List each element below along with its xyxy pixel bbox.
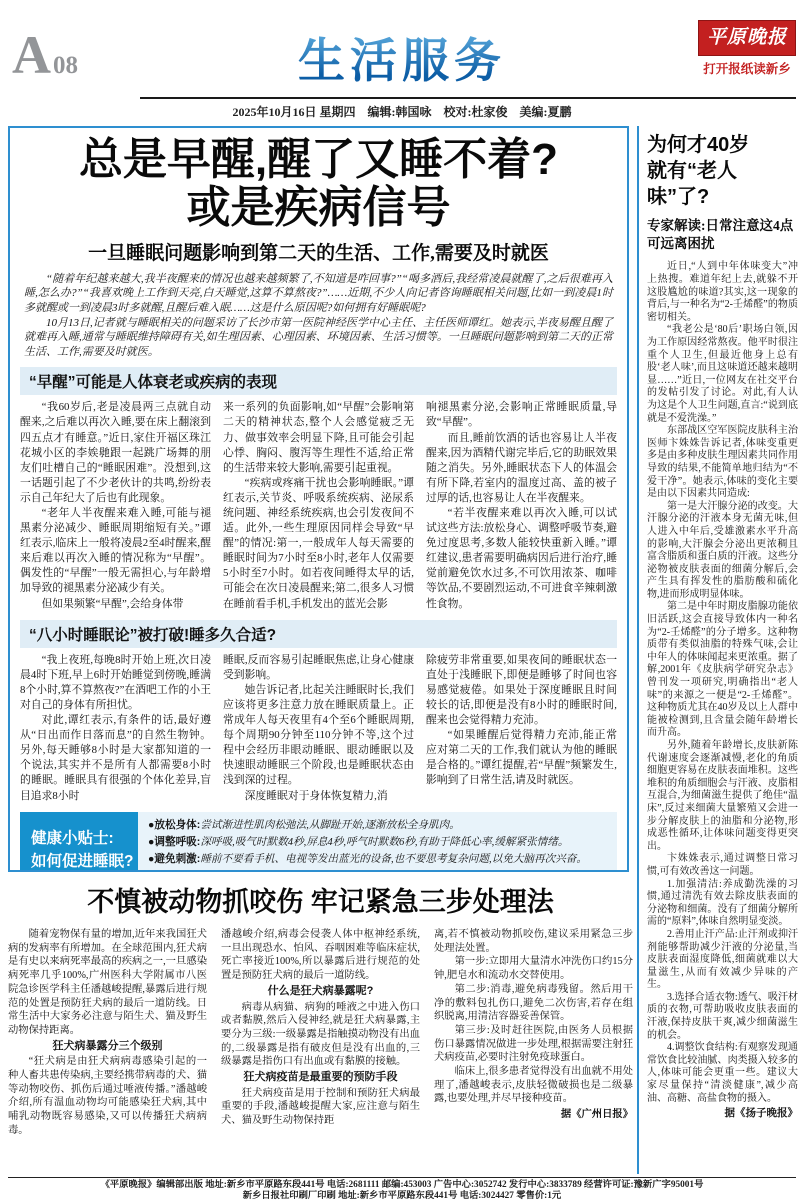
section-title: 生活服务	[298, 24, 506, 91]
tip-item	[148, 834, 607, 851]
body-paragraph: “若半夜醒来难以再次入睡,可以试试这些方法:放松身心、调整呼吸节奏,避免过度思考,多数人能较快重新入睡。”谭红建议,患者需要明确病因后进行治疗,睡觉前避免饮水过多,不可饮用浓茶、咖啡等饮品,不要剧烈运动,不可进食辛辣刺激性食物。	[426, 507, 617, 610]
body-paragraph: 睡眠,反而容易引起睡眠焦虑,让身心健康受到影响。	[223, 653, 414, 681]
column-3	[426, 400, 617, 611]
right-article-subtitle	[647, 217, 798, 253]
column-3	[426, 653, 617, 804]
body-paragraph: 东部战区空军医院皮肤科主治医师卞姝姝告诉记者,体味变重更多是由多种皮肤生理因素共同作用导致的结果,不能简单地归结为“不爱干净”。她表示,体味的变化主要是由以下因素共同造成:	[647, 425, 798, 500]
column-1	[8, 928, 207, 1138]
bottom-article-source: 据《广州日报》	[560, 1109, 633, 1121]
health-tips-box	[20, 812, 617, 872]
tip-item-text: 睡前不要看手机、电视等发出蓝光的设备,也不要思考复杂问题,以免大脑再次兴奋。	[200, 854, 587, 866]
body-paragraph: 第一是大汗腺分泌的改变。大汗腺分泌的汗液本身无菌无味,但人进入中年后,受雄激素水平升高的影响,大汗腺会分泌出更浓稠且富含脂质和蛋白质的汗液。这些分泌物被皮肤表面的细菌分解后,会产生具有挥发性的脂肪酸和硫化物,进而形成明显体味。	[647, 500, 798, 600]
column-subhead: 什么是狂犬病暴露呢?	[267, 984, 374, 997]
body-paragraph: 深度睡眠对于身体恢复精力,消	[244, 789, 388, 802]
column-1	[20, 653, 211, 804]
section2-columns	[10, 653, 627, 804]
body-paragraph: 近日,“人到中年体味变大”冲上热搜。难道年纪上去,就躲不开这股尴尬的味道?其实,这一现象的背后,与一种名为“2-壬烯醛”的物质密切相关。	[647, 261, 798, 323]
body-paragraph: 卞姝姝表示,通过调整日常习惯,可有效改善这一问题。	[647, 853, 798, 877]
main-article	[8, 126, 629, 872]
page-number-digits: 08	[53, 52, 78, 79]
body-paragraph: 随着宠物保有量的增加,近年来我国狂犬病的发病率有所增加。在全球范围内,狂犬病是有史以来病死率最高的疾病之一,一旦感染病死率几乎100%,广州医科大学附属市八医院急诊医学科主任潘越峻提醒,暴露后进行规范的处置是预防狂犬病的最后一道防线。日常生活中大家务必注意与陌生犬、猫及野生动物保持距离。	[8, 929, 207, 1036]
bottom-headline: 不慎被动物抓咬伤 牢记紧急三步处理法	[87, 887, 554, 917]
body-paragraph: 她告诉记者,比起关注睡眠时长,我们应该将更多注意力放在睡眠质量上。正常成年人每天夜里有4个至6个睡眠周期,每个周期90分钟至110分钟不等,这个过程中会经历非眼动睡眠、眼动睡眠以及快速眼动睡眠三个阶段,也是睡眠状态由浅到深的过程。	[223, 683, 414, 787]
tip-item	[148, 869, 607, 872]
page-letter: A	[12, 25, 51, 85]
main-headline	[10, 136, 627, 233]
body-paragraph: “我60岁后,老是凌晨两三点就自动醒来,之后难以再次入睡,要在床上翻滚到四五点才有睡意。”近日,家住开福区珠江花城小区的李娭毑跟一起跳广场舞的朋友们吐槽自己的“睡眠困难”。没想到,这一话题引起了不少老伙计的共鸣,纷纷表示自己年纪大了后也有此现象。	[20, 401, 211, 504]
main-intro	[10, 265, 627, 360]
section-heading-early-waking: “早醒”可能是人体衰老或疾病的表现	[20, 367, 617, 395]
body-paragraph: 2.善用止汗产品:止汗剂或抑汗剂能够帮助减少汗液的分泌量,当皮肤表面湿度降低,细菌就难以大量滋生,从而有效减少异味的产生。	[647, 928, 798, 991]
body-paragraph: 对此,谭红表示,有条件的话,最好遵从“日出而作日落而息”的自然生物钟。另外,每天睡够8小时是大家都知道的一个说法,其实并不是所有人都需要8小时的睡眠。睡眠具有很强的个体化差异,盲目追求8小时	[20, 714, 211, 802]
footer-line1: 《平原晚报》编辑部出版 地址:新乡市平原路东段441号 电话:2681111 邮编:453003 广告中心:3052742 发行中心:3833789 经营许可证:豫新广字95001号	[100, 1180, 704, 1190]
body-paragraph: 临床上,很多患者觉得没有出血就不用处理了,潘越峻表示,皮肤轻微破损也是二级暴露,也要处理,并尽早接种疫苗。	[434, 1066, 633, 1105]
tip-item-label	[148, 871, 243, 872]
body-paragraph: “狂犬病是由狂犬病病毒感染引起的一种人畜共患传染病,主要经携带病毒的犬、猫等动物咬伤、抓伤后通过唾液传播。”潘越峻介绍,所有温血动物均可能感染狂犬病,其中哺乳动物既容易感染,又可以传播狂犬病病毒。	[8, 1056, 207, 1136]
right-article	[647, 132, 798, 1121]
intro-paragraph: “随着年纪越来越大,我半夜醒来的情况也越来越频繁了,不知道是咋回事?”“喝多酒后,我经常凌晨就醒了,之后很难再入睡,怎么办?”“我喜欢晚上工作到天亮,白天睡觉,这算不算熬夜?”……近期,不少人向记者咨询睡眠相关问题,比如一到凌晨1时多就醒或一到凌晨3时多就醒,且醒后难入眠……这是什么原因呢?如何拥有好睡眠呢?	[24, 272, 613, 314]
body-paragraph: 响褪黑素分泌,会影响正常睡眠质量,导致“早醒”。	[426, 401, 617, 429]
logo-nameplate: 平原晚报	[698, 20, 796, 56]
column-2	[221, 928, 420, 1138]
right-article-title	[647, 132, 798, 210]
body-paragraph: 狂犬病疫苗是用于控制和预防狂犬病最重要的手段,潘越峻提醒大家,应注意与陌生犬、猫及野生动物保持距	[221, 1087, 420, 1127]
body-paragraph: “老年人半夜醒来难入睡,可能与褪黑素分泌减少、睡眠周期缩短有关。”谭红表示,临床上一般将凌晨2至4时醒来,醒来后难以再次入睡的情况称为“早醒”。偶发性的“早醒”一般无需担心,与年龄增加导致的褪黑素分泌减少有关。	[20, 507, 211, 595]
intro-paragraph: 10月13日,记者就与睡眠相关的问题采访了长沙市第一医院神经医学中心主任、主任医师谭红。她表示,半夜易醒且醒了就难再入睡,通常与睡眠维持障碍有关,如生理因素、心理因素、环境因素、生活习惯等。一旦睡眠问题影响到第二天的正常生活、工作,需要及时就医。	[24, 316, 613, 358]
section-heading-eight-hours: “八小时睡眠论”被打破!睡多久合适?	[20, 620, 617, 648]
body-paragraph: 来一系列的负面影响,如“早醒”会影响第二天的精神状态,整个人会感觉疲乏无力、做事效率会明显下降,且可能会引起心悸、胸闷、腹泻等生理性不适,给正常的生活带来较大影响,需要引起重视。	[223, 401, 414, 474]
body-paragraph: 离,若不慎被动物抓咬伤,建议采用紧急三步处理法处置。	[434, 929, 633, 954]
tip-item-text: 尝试渐进性肌肉松弛法,从脚趾开始,逐渐放松全身肌肉。	[200, 819, 460, 831]
right-subtitle-line2: 可远离困扰	[647, 236, 715, 252]
tips-label-line2: 如何促进睡眠?	[31, 852, 134, 870]
column-subhead: 狂犬病疫苗是最重要的预防手段	[243, 1071, 398, 1084]
column-subhead: 狂犬病暴露分三个级别	[52, 1039, 163, 1052]
right-article-body	[647, 261, 798, 1120]
tips-source	[148, 871, 595, 872]
body-paragraph: 潘越峻介绍,病毒会侵袭人体中枢神经系统,一旦出现恐水、怕风、吞咽困难等临床症状,死亡率接近100%,所以暴露后进行规范的处置是预防狂犬病的最后一道防线。	[221, 929, 420, 982]
footer-line2: 新乡日报社印刷厂印刷 地址:新乡市平原路东段441号 电话:3024427 零售价:1元	[242, 1190, 562, 1200]
body-paragraph: 病毒从病猫、病狗的唾液之中进入伤口或者黏膜,然后入侵神经,就是狂犬病暴露,主要分为三级:一级暴露是指触摸动物没有出血的,二级暴露是指有破皮但是没有出血的,三级暴露是指伤口有出血或有黏膜的接触。	[221, 1001, 420, 1068]
body-paragraph: “疾病或疼痛干扰也会影响睡眠。”谭红表示,关节炎、呼吸系统疾病、泌尿系统问题、神经系统疾病,也会引发夜间不适。此外,一些生理原因同样会导致“早醒”的情况:第一,一般成年人每天需要的睡眠时间为7小时至8小时,老年人仅需要5小时至7小时。如若夜间睡得太早的话,可能会在次日凌晨醒来;第二,很多人习惯在睡前看手机,手机发出的蓝光会影	[223, 476, 414, 610]
body-paragraph: 第二步:消毒,避免病毒残留。然后用干净的敷料包扎伤口,避免二次伤害,若存在组织脱离,用清洁容器妥善保管。	[434, 983, 633, 1023]
section1-columns	[10, 400, 627, 611]
body-paragraph: 第二是中年时期皮脂腺功能依旧活跃,这会直接导致体内一种名为“2-壬烯醛”的分子增多。这种物质带有类似油脂的特殊气味,会让中年人的体味闻起来更浓重。据了解,2001年《皮肤病学研究杂志》曾刊发一项研究,明确指出“老人味”的来源之一便是“2-壬烯醛”。这种物质尤其在40岁及以上人群中能被检测到,且含量会随年龄增长而升高。	[647, 601, 798, 739]
date-line: 2025年10月16日 星期四 编辑:韩国咏 校对:杜家俊 美编:夏鹏	[232, 105, 572, 119]
newspaper-logo	[698, 20, 796, 77]
column-3	[434, 928, 633, 1138]
body-paragraph: 第三步:及时赶往医院,由医务人员根据伤口暴露情况做进一步处理,根据需要注射狂犬病疫苗,必要时注射免疫球蛋白。	[434, 1024, 633, 1064]
tip-item	[148, 817, 607, 834]
body-paragraph: “我老公是‘80后’职场白领,因为工作原因经常熬夜。他平时很注重个人卫生,但最近他身上总有股‘老人味’,而且这味道还越来越明显……”近日,一位网友在社交平台的发帖引发了讨论。对此,有人认为这是个人卫生问题,直言:“说到底就是不爱洗澡。”	[647, 324, 798, 424]
page-number	[12, 24, 78, 86]
right-title-line1: 为何才40岁	[647, 134, 750, 156]
logo-tagline: 打开报纸读新乡	[703, 62, 791, 76]
tip-item	[148, 851, 607, 868]
bottom-article	[8, 878, 633, 1138]
body-paragraph: 而且,睡前饮酒的话也容易让人半夜醒来,因为酒精代谢完毕后,它的助眠效果随之消失。另外,睡眠状态下人的体温会有所下降,若室内的温度过高、盖的被子过厚的话,也容易让人在半夜醒来。	[426, 431, 617, 504]
tip-item-label: ●调整呼吸:	[148, 836, 201, 848]
body-paragraph: “我上夜班,每晚8时开始上班,次日凌晨4时下班,早上6时开始睡觉到傍晚,睡满8个小时,算不算熬夜?”在酒吧工作的小王对自己的身体有所担忧。	[20, 653, 211, 711]
body-paragraph: 除疲劳非常重要,如果夜间的睡眠状态一直处于浅睡眠下,即便是睡够了时间也容易感觉疲倦。如果处于深度睡眠且时间较长的话,即便是没有8小时的睡眠时间,醒来也会觉得精力充沛。	[426, 653, 617, 727]
body-paragraph: “如果睡醒后觉得精力充沛,能正常应对第二天的工作,我们就认为他的睡眠是合格的。”谭红提醒,若“早醒”频繁发生,影响到了日常生活,请及时就医。	[426, 729, 617, 787]
tip-item-label: ●放松身体:	[148, 818, 201, 831]
body-paragraph: 第一步:立即用大量清水冲洗伤口约15分钟,肥皂水和流动水交替使用。	[434, 956, 633, 982]
column-2	[223, 653, 414, 804]
body-paragraph: 但如果频繁“早醒”,会给身体带	[41, 597, 184, 610]
page-footer	[8, 1177, 796, 1200]
tips-label-line1: 健康小贴士:	[31, 829, 114, 847]
body-paragraph: 3.选择合适衣物:透气、吸汗材质的衣物,可帮助吸收皮肤表面的汗液,保持皮肤干爽,减少细菌滋生的机会。	[647, 991, 798, 1041]
main-headline-line1: 总是早醒,醒了又睡不着?	[78, 135, 559, 184]
column-divider	[637, 126, 639, 1174]
column-2	[223, 400, 414, 611]
body-paragraph: 1.加强清洁:养成勤洗澡的习惯,通过清洗有效去除皮肤表面的分泌物和细菌。没有了细菌分解所需的“原料”,体味自然明显变淡。	[647, 878, 798, 928]
right-title-line2: 就有“老人味”了?	[647, 160, 737, 208]
tips-list	[138, 812, 617, 872]
bottom-columns	[8, 928, 633, 1138]
tip-item-label: ●避免刺激:	[148, 853, 201, 866]
body-paragraph: 另外,随着年龄增长,皮肤新陈代谢速度会逐渐减慢,老化的角质细胞更容易在皮肤表面堆积。这些堆积的角质细胞会与汗液、皮脂相互混合,为细菌滋生提供了绝佳“温床”,反过来细菌大量繁殖又会进一步分解皮肤上的油脂和分泌物,形成恶性循环,让体味问题变得更突出。	[647, 740, 798, 852]
right-article-source: 据《扬子晚报》	[724, 1108, 798, 1120]
header-rule	[140, 97, 796, 99]
main-deck: 一旦睡眠问题影响到第二天的生活、工作,需要及时就医	[88, 242, 549, 264]
right-subtitle-line1: 专家解读:日常注意这4点	[647, 218, 794, 233]
tip-item-text: 深呼吸,吸气时默数4秒,屏息4秒,呼气时默数6秒,有助于降低心率,缓解紧张情绪。	[200, 837, 569, 848]
tips-label	[20, 812, 138, 872]
column-1	[20, 400, 211, 611]
body-paragraph: 4.调整饮食结构:有观察发现通常饮食比较油腻、肉类摄入较多的人,体味可能会更重一些。建议大家尽量保持“清淡健康”,减少高油、高糖、高盐食物的摄入。	[647, 1042, 798, 1104]
main-headline-line2: 或是疾病信号	[186, 183, 451, 233]
